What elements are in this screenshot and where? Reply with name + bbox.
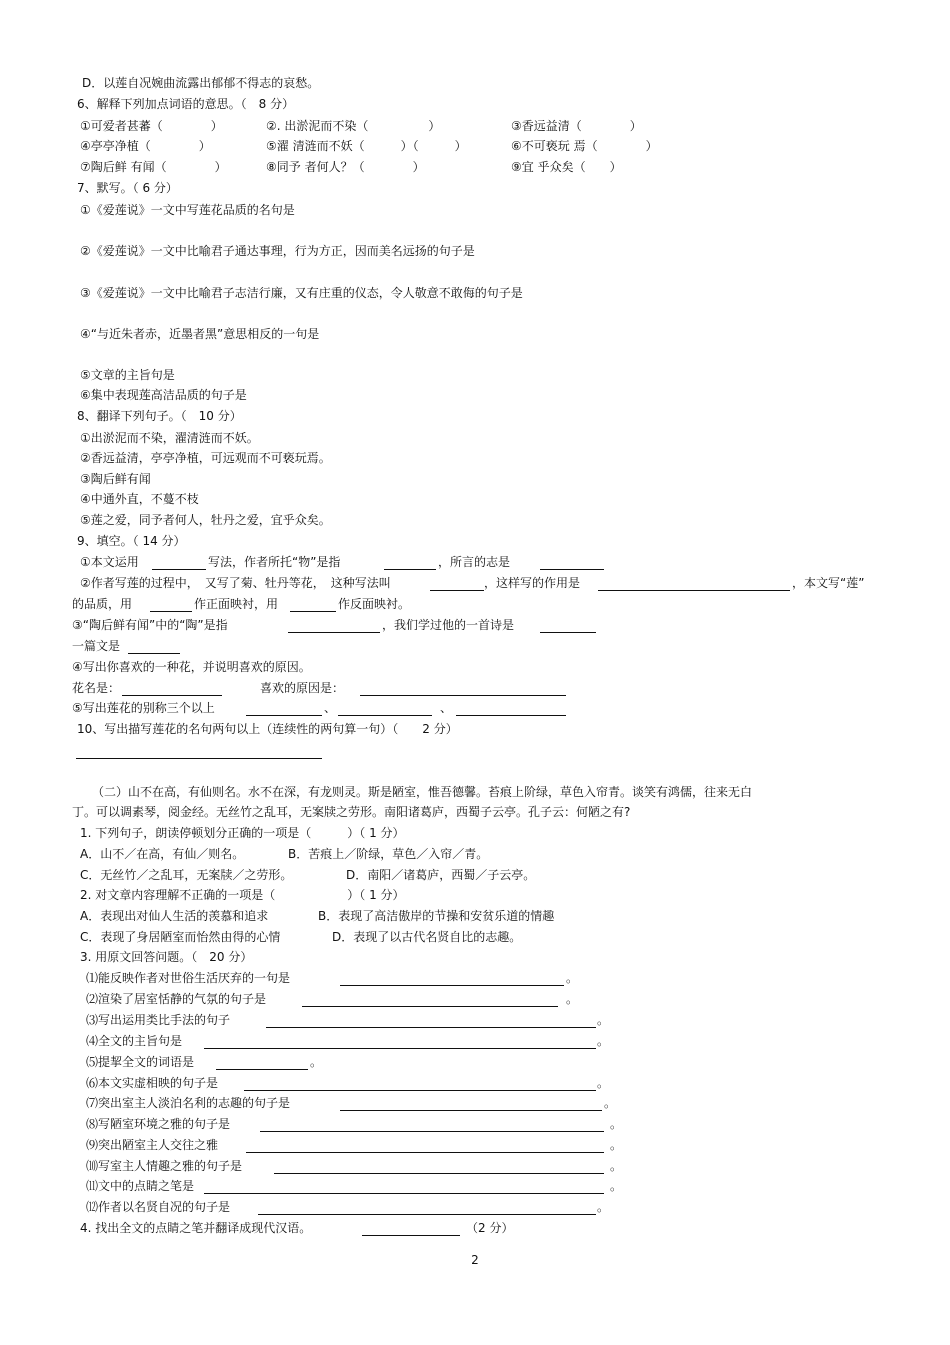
q9-text: 一篇文是 <box>72 639 121 653</box>
s2-q2-option-a: A．表现出对仙人生活的羡慕和追求 <box>80 909 269 923</box>
s2-q3-item: ⑽写室主人情趣之雅的句子是 <box>86 1159 243 1173</box>
answer-blank[interactable] <box>76 758 322 759</box>
answer-blank[interactable] <box>430 590 484 591</box>
s2-q3-item: ⑸提挈全文的词语是 <box>86 1055 195 1069</box>
q6-item-4: ④亭亭净植（ ） <box>80 139 211 153</box>
s2-question-3-title: 3. 用原文回答问题。（ 20 分） <box>80 950 253 964</box>
q9-text: ④写出你喜欢的一种花，并说明喜欢的原因。 <box>72 660 311 674</box>
answer-blank[interactable] <box>598 590 790 591</box>
answer-blank[interactable] <box>204 1048 596 1049</box>
question-6-title: 6、解释下列加点词语的意思。（ 8 分） <box>77 97 295 111</box>
period: 。 <box>597 1034 610 1048</box>
q9-text: 作反面映衬。 <box>338 597 411 611</box>
answer-blank[interactable] <box>340 985 564 986</box>
q9-text: 作正面映衬，用 <box>194 597 279 611</box>
q6-item-2: ②. 出淤泥而不染（ ） <box>266 119 441 133</box>
answer-blank[interactable] <box>274 1173 604 1174</box>
period: 。 <box>604 1096 617 1110</box>
s2-question-1-title: 1. 下列句子，朗读停顿划分正确的一项是（ ）（ 1 分） <box>80 826 405 840</box>
separator: 、 <box>440 701 453 715</box>
q9-text: 喜欢的原因是： <box>260 681 345 695</box>
q6-item-6: ⑥不可亵玩 焉（ ） <box>511 139 658 153</box>
s2-q1-option-d: D．南阳／诸葛庐，西蜀／子云亭。 <box>346 868 536 882</box>
s2-q1-option-b: B．苦痕上／阶绿，草色／入帘／青。 <box>288 847 489 861</box>
answer-blank[interactable] <box>540 569 604 570</box>
answer-blank[interactable] <box>266 1027 596 1028</box>
q9-text: ⑤写出莲花的别称三个以上 <box>72 701 215 715</box>
answer-blank[interactable] <box>302 1006 558 1007</box>
q6-item-8: ⑧同予 者何人？（ ） <box>266 160 425 174</box>
s2-q3-item: ⑼突出陋室主人交往之雅 <box>86 1138 219 1152</box>
period: 。 <box>566 992 579 1006</box>
q9-text: ②作者写莲的过程中， 又写了菊、牡丹等花， 这种写法叫 <box>80 576 391 590</box>
s2-question-2-title: 2. 对文章内容理解不正确的一项是（ ）（ 1 分） <box>80 888 405 902</box>
q6-item-5: ⑤濯 清涟而不妖（ ）（ ） <box>266 139 467 153</box>
answer-blank[interactable] <box>384 569 436 570</box>
answer-blank[interactable] <box>540 632 596 633</box>
q7-item: ③《爱莲说》一文中比喻君子志洁行廉，又有庄重的仪态，令人敬意不敢侮的句子是 <box>80 286 523 300</box>
answer-blank[interactable] <box>260 1131 604 1132</box>
period: 。 <box>566 971 579 985</box>
period: 。 <box>597 1076 610 1090</box>
q9-text: 写法，作者所托“物”是指 <box>208 555 341 569</box>
q9-text: 的品质，用 <box>72 597 133 611</box>
s2-q2-option-b: B．表现了高洁傲岸的节操和安贫乐道的情趣 <box>318 909 555 923</box>
question-8-title: 8、翻译下列句子。（ 10 分） <box>77 409 242 423</box>
s2-q3-item: ⑺突出室主人淡泊名利的志趣的句子是 <box>86 1096 291 1110</box>
question-10-title: 10、写出描写莲花的名句两句以上（连续性的两句算一句）（ 2 分） <box>77 722 458 736</box>
q9-text: 花名是： <box>72 681 121 695</box>
s2-q3-item: ⑴能反映作者对世俗生活厌弃的一句是 <box>86 971 291 985</box>
q7-item: ①《爱莲说》一文中写莲花品质的名句是 <box>80 203 295 217</box>
answer-blank[interactable] <box>246 715 322 716</box>
q8-item: ①出淤泥而不染，濯清涟而不妖。 <box>80 431 259 445</box>
q9-text: ，我们学过他的一首诗是 <box>382 618 515 632</box>
q9-text: ，这样写的作用是 <box>484 576 581 590</box>
period: 。 <box>597 1013 610 1027</box>
page-number: 2 <box>471 1253 479 1267</box>
answer-blank[interactable] <box>338 715 432 716</box>
answer-blank[interactable] <box>152 569 206 570</box>
s2-q2-option-c: C．表现了身居陋室而怡然由得的心情 <box>80 930 281 944</box>
q8-item: ⑤莲之爱，同予者何人，牡丹之爱，宜乎众矣。 <box>80 513 331 527</box>
s2-q3-item: ⑷全文的主旨句是 <box>86 1034 183 1048</box>
answer-blank[interactable] <box>244 1090 596 1091</box>
q9-text: ③“陶后鲜有闻”中的“陶”是指 <box>72 618 228 632</box>
q9-text: ①本文运用 <box>80 555 139 569</box>
answer-blank[interactable] <box>290 611 336 612</box>
question-7-title: 7、默写。（ 6 分） <box>77 181 178 195</box>
answer-blank[interactable] <box>216 1069 308 1070</box>
answer-blank[interactable] <box>456 715 566 716</box>
period: 。 <box>310 1055 323 1069</box>
q9-text: ，所言的志是 <box>438 555 511 569</box>
s2-q2-option-d: D．表现了以古代名贤自比的志趣。 <box>332 930 522 944</box>
q9-text: ，本文写“莲” <box>792 576 865 590</box>
q7-item: ⑥集中表现莲高洁品质的句子是 <box>80 388 247 402</box>
s2-q3-item: ⑶写出运用类比手法的句子 <box>86 1013 231 1027</box>
answer-blank[interactable] <box>360 695 566 696</box>
answer-blank[interactable] <box>340 1110 602 1111</box>
answer-blank[interactable] <box>150 611 192 612</box>
s2-q3-item: ⑾文中的点睛之笔是 <box>86 1179 195 1193</box>
passage-line: 丁。可以调素琴，阅金经。无丝竹之乱耳，无案牍之劳形。南阳诸葛庐，西蜀子云亭。孔子云：何陋之有? <box>72 805 631 819</box>
answer-blank[interactable] <box>128 653 180 654</box>
q7-item: ④“与近朱者赤，近墨者黑”意思相反的一句是 <box>80 327 320 341</box>
q7-item: ②《爱莲说》一文中比喻君子通达事理，行为方正，因而美名远扬的句子是 <box>80 244 475 258</box>
answer-blank[interactable] <box>362 1235 460 1236</box>
period: 。 <box>610 1159 623 1173</box>
q6-item-7: ⑦陶后鲜 有闻（ ） <box>80 160 227 174</box>
passage-line: （二）山不在高，有仙则名。水不在深，有龙则灵。斯是陋室，惟吾德馨。苔痕上阶绿，草色入帘青。谈笑有鸿儒，往来无白 <box>92 785 753 799</box>
s2-q3-item: ⑿作者以名贤自况的句子是 <box>86 1200 231 1214</box>
q6-item-9: ⑨宜 乎众矣（ ） <box>511 160 622 174</box>
option-d: D．以莲自况婉曲流露出郁郁不得志的哀愁。 <box>82 76 320 90</box>
period: 。 <box>610 1138 623 1152</box>
q8-item: ④中通外直，不蔓不枝 <box>80 492 199 506</box>
s2-q3-item: ⑻写陋室环境之雅的句子是 <box>86 1117 231 1131</box>
q8-item: ②香远益清，亭亭净植，可远观而不可亵玩焉。 <box>80 451 331 465</box>
s2-q1-option-c: C．无丝竹／之乱耳，无案牍／之劳形。 <box>80 868 293 882</box>
answer-blank[interactable] <box>258 1214 596 1215</box>
answer-blank[interactable] <box>204 1193 604 1194</box>
period: 。 <box>610 1179 623 1193</box>
s2-q4-score: （2 分） <box>466 1221 514 1235</box>
period: 。 <box>597 1200 610 1214</box>
period: 。 <box>610 1117 623 1131</box>
q6-item-1: ①可爱者甚蕃（ ） <box>80 119 223 133</box>
answer-blank[interactable] <box>246 1152 604 1153</box>
answer-blank[interactable] <box>288 632 380 633</box>
question-9-title: 9、填空。（ 14 分） <box>77 534 186 548</box>
q8-item: ③陶后鲜有闻 <box>80 472 151 486</box>
q6-item-3: ③香远益清（ ） <box>511 119 642 133</box>
separator: 、 <box>324 701 337 715</box>
s2-q3-item: ⑵渲染了居室恬静的气氛的句子是 <box>86 992 267 1006</box>
s2-q1-option-a: A．山不／在高，有仙／则名。 <box>80 847 245 861</box>
q7-item: ⑤文章的主旨句是 <box>80 368 175 382</box>
s2-q3-item: ⑹本文实虚相映的句子是 <box>86 1076 219 1090</box>
answer-blank[interactable] <box>122 695 222 696</box>
s2-question-4-title: 4. 找出全文的点睛之笔并翻译成现代汉语。 <box>80 1221 312 1235</box>
